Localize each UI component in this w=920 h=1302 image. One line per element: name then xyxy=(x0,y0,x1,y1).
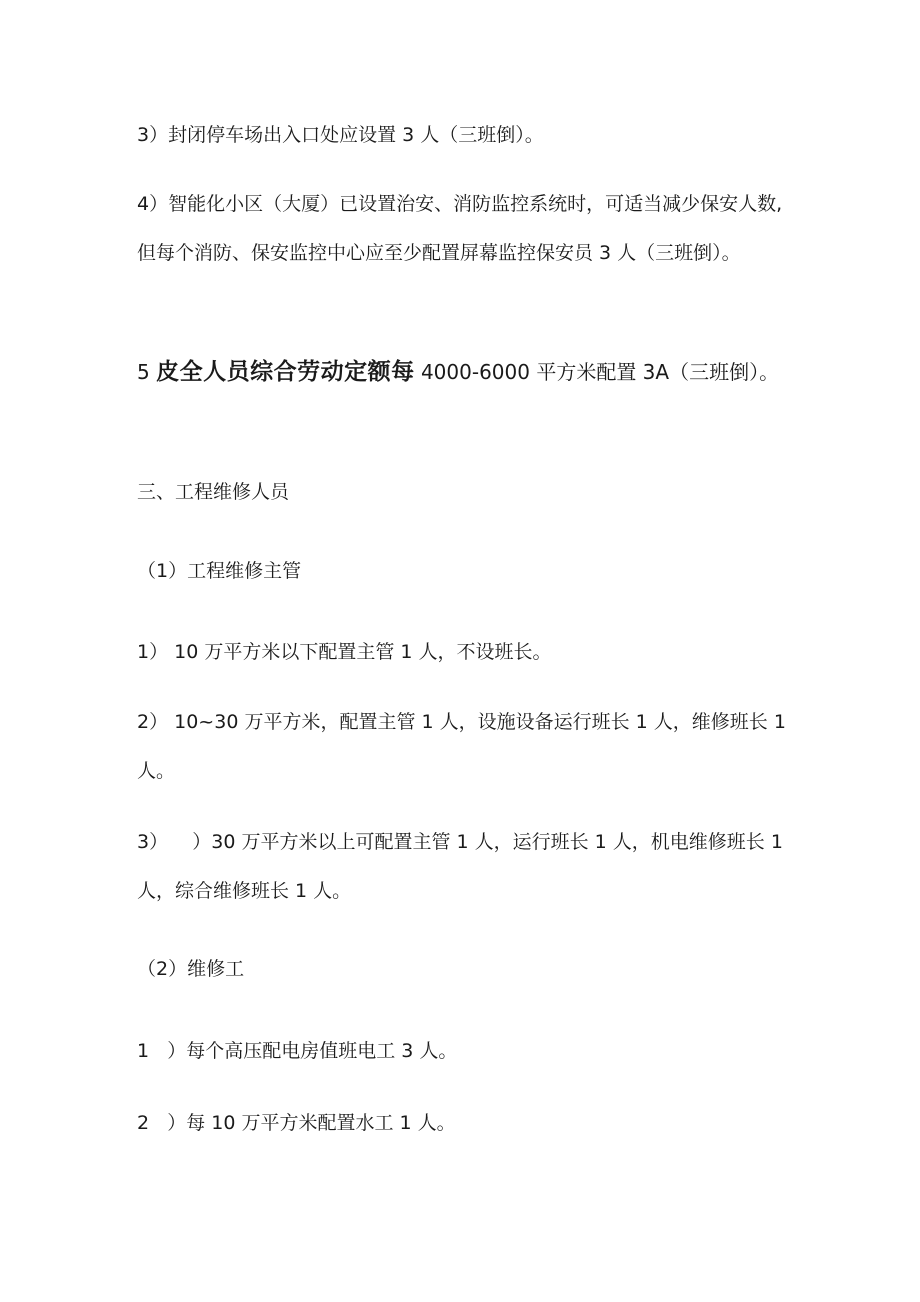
paragraph-lead-number: 5 xyxy=(137,360,157,384)
subsection-heading-maintenance-workers: （2）维修工 xyxy=(137,958,245,980)
paragraph-over-300k: 3） ）30 万平方米以上可配置主管 1 人，运行班长 1 人，机电维修班长 1 人，综合维修班长 1 人。 xyxy=(137,831,789,902)
paragraph-under-100k: 1） 10 万平方米以下配置主管 1 人，不设班长。 xyxy=(137,641,552,663)
subsection-heading-maintenance-supervisor: （1）工程维修主管 xyxy=(137,560,302,582)
paragraph-smart-community-monitoring: 4）智能化小区（大厦）已设置治安、消防监控系统时，可适当减少保安人数,但每个消防、保安监控中心应至少配置屏幕监控保安员 3 人（三班倒）。 xyxy=(137,193,783,264)
paragraph-emphasis-text: 皮全人员综合劳动定额每 xyxy=(156,359,415,385)
paragraph-plumbers: 2 ）每 10 万平方米配置水工 1 人。 xyxy=(137,1112,456,1134)
paragraph-100k-300k: 2） 10~30 万平方米，配置主管 1 人，设施设备运行班长 1 人，维修班长 1 人。 xyxy=(137,711,792,782)
paragraph-security-staffing-quota xyxy=(137,348,792,397)
paragraph-rest-text: 4000-6000 平方米配置 3A（三班倒）。 xyxy=(414,360,780,384)
section-heading-engineering-staff: 三、工程维修人员 xyxy=(137,481,290,503)
paragraph-parking-entrance: 3）封闭停车场出入口处应设置 3 人（三班倒）。 xyxy=(137,124,544,146)
paragraph-electricians: 1 ）每个高压配电房值班电工 3 人。 xyxy=(137,1040,458,1062)
